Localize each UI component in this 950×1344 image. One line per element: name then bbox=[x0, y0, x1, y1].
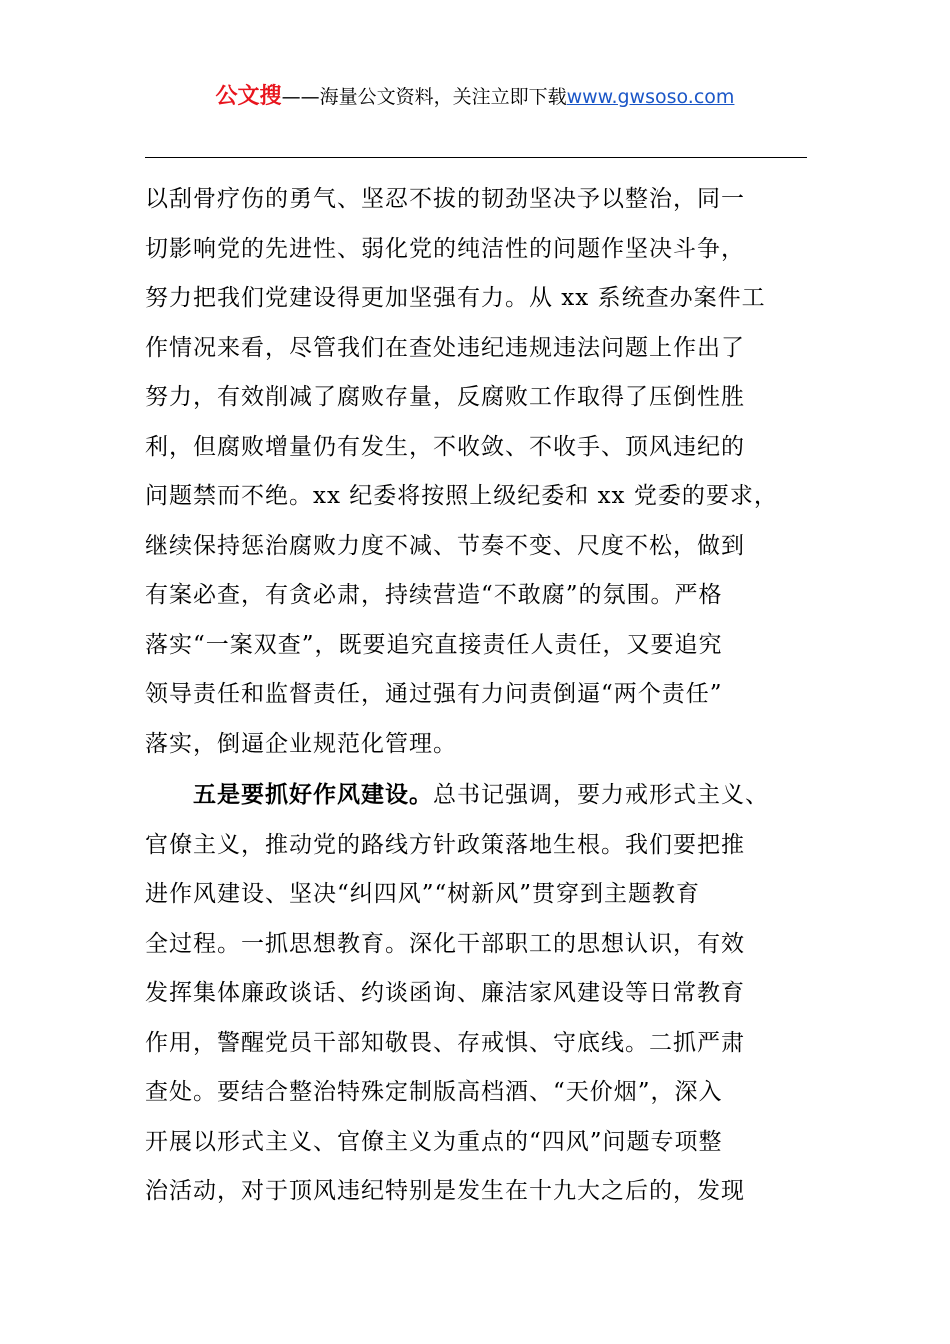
text-line: 切影响党的先进性、弱化党的纯洁性的问题作坚决斗争， bbox=[145, 235, 745, 262]
paragraph-2-first-line bbox=[145, 771, 807, 821]
text-line: 落实，倒逼企业规范化管理。 bbox=[145, 730, 457, 757]
text-line: 治活动，对于顶风违纪特别是发生在十九大之后的，发现 bbox=[145, 1178, 745, 1204]
header-divider bbox=[145, 157, 807, 158]
text-line: 落实“一案双查”，既要追究直接责任人责任，又要追究 bbox=[145, 631, 723, 658]
text-line: 作用，警醒党员干部知敬畏、存戒惧、守底线。二抓严肃 bbox=[145, 1029, 745, 1056]
text-line: 努力，有效削减了腐败存量，反腐败工作取得了压倒性胜 bbox=[145, 384, 745, 410]
document-header bbox=[0, 82, 950, 112]
header-tagline: ——海量公文资料，关注立即下载 bbox=[281, 86, 567, 108]
paragraph-2 bbox=[145, 771, 807, 1217]
text-line: 问题禁而不绝。xx 纪委将按照上级纪委和 xx 党委的要求， bbox=[145, 483, 778, 509]
text-line: 发挥集体廉政谈话、约谈函询、廉洁家风建设等日常教育 bbox=[145, 980, 745, 1006]
text-line: 作情况来看，尽管我们在查处违纪违规违法问题上作出了 bbox=[145, 334, 745, 361]
text-line: 查处。要结合整治特殊定制版高档酒、“天价烟”，深入 bbox=[145, 1079, 723, 1105]
paragraph-1 bbox=[145, 175, 807, 769]
text-line: 努力把我们党建设得更加坚强有力。从 xx 系统查办案件工 bbox=[145, 285, 766, 311]
text-line: 领导责任和监督责任，通过强有力问责倒逼“两个责任” bbox=[145, 681, 723, 707]
site-link[interactable]: www.gwsoso.com bbox=[566, 86, 735, 108]
text-line: 开展以形式主义、官僚主义为重点的“四风”问题专项整 bbox=[145, 1128, 723, 1155]
text-line: 官僚主义，推动党的路线方针政策落地生根。我们要把推 bbox=[145, 831, 745, 858]
text-line: 以刮骨疗伤的勇气、坚忍不拔的韧劲坚决予以整治，同一 bbox=[145, 186, 745, 212]
heading-continuation: 总书记强调，要力戒形式主义、 bbox=[433, 782, 769, 808]
text-line: 进作风建设、坚决“纠四风”“树新风”贯穿到主题教育 bbox=[145, 881, 701, 907]
brand-logo-text: 公文搜 bbox=[215, 84, 282, 109]
text-line: 全过程。一抓思想教育。深化干部职工的思想认识，有效 bbox=[145, 930, 745, 957]
text-line: 有案必查，有贪必肃，持续营造“不敢腐”的氛围。严格 bbox=[145, 582, 723, 608]
text-line: 继续保持惩治腐败力度不减、节奏不变、尺度不松，做到 bbox=[145, 532, 745, 559]
document-body bbox=[145, 175, 807, 1217]
text-line: 利，但腐败增量仍有发生，不收敛、不收手、顶风违纪的 bbox=[145, 433, 745, 460]
section-heading: 五是要抓好作风建设。 bbox=[193, 782, 433, 808]
